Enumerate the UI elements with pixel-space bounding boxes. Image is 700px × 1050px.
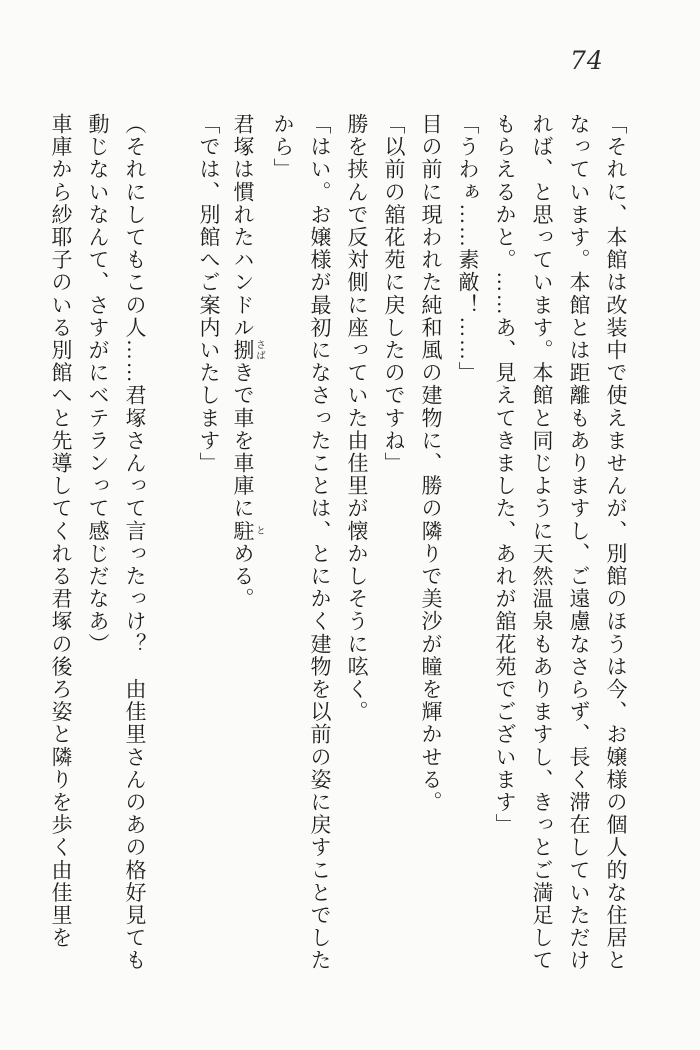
text-column-3: れば、と思っています。本館と同じように天然温泉もありますし、きっとご満足して <box>530 113 554 972</box>
text-column-14: （それにしてもこの人……君塚さんって言ったっけ？ 由佳里さんのあの格好見ても <box>123 113 147 972</box>
text-column-9: 「はい。お嬢様が最初になさったことは、とにかく建物を以前の姿に戻すことでした <box>308 113 332 972</box>
text-column-4: もらえるかと。……あ、見えてきました、あれが舘花苑でございます」 <box>493 113 517 837</box>
ruby-annotated-kanji: 駐 と <box>231 519 264 543</box>
text-column-1: 「それに、本館は改装中で使えませんが、別館のほうは今、お嬢様の個人的な住居と <box>604 113 628 972</box>
page-number: 74 <box>570 46 604 75</box>
text-area <box>42 113 634 975</box>
text-column-11: 君塚は慣れたハンドル捌 さばきで車を車庫に駐 とめる。 <box>231 113 264 611</box>
text-column-10: から」 <box>271 113 295 181</box>
text-column-5: 「うわぁ……素敵！……」 <box>456 113 480 385</box>
text-column-8: 勝を挟んで反対側に座っていた由佳里が懐かしそうに呟く。 <box>345 113 369 724</box>
paragraph-break-column <box>153 113 190 975</box>
text-column-7: 「以前の舘花苑に戻したのですね」 <box>382 113 406 475</box>
text-column-12: 「では、別館へご案内いたします」 <box>197 113 221 475</box>
text-column-15: 動じないなんて、さすがにベテランって感じだなあ） <box>86 113 110 656</box>
text-column-16: 車庫から紗耶子のいる別館へと先導してくれる君塚の後ろ姿と隣りを歩く由佳里を <box>49 113 73 950</box>
ruby-annotated-kanji: 捌 さば <box>231 339 264 362</box>
text-column-6: 目の前に現われた純和風の建物に、勝の隣りで美沙が瞳を輝かせる。 <box>419 113 443 814</box>
text-column-2: なっています。本館とは距離もありますし、ご遠慮なさらず、長く滞在していただけ <box>567 113 591 972</box>
